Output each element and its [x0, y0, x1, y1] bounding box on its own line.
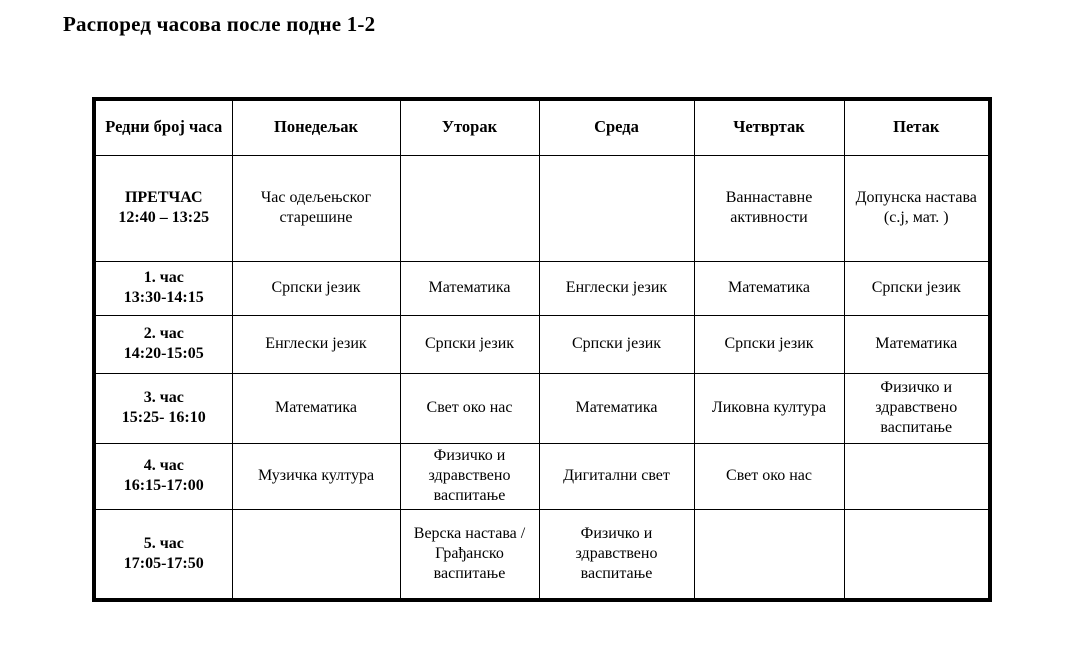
page-title: Распоред часова после подне 1-2 [63, 12, 376, 36]
cell-monday: Математика [232, 373, 400, 443]
period-label: 3. час [143, 389, 184, 406]
row-class-1 [94, 261, 990, 315]
header-tuesday: Уторак [400, 99, 539, 155]
period-label: 4. час [143, 457, 184, 474]
header-row [94, 99, 990, 155]
cell-friday: Српски језик [844, 261, 990, 315]
period-cell [94, 155, 232, 261]
header-wednesday: Среда [539, 99, 694, 155]
period-time: 16:15-17:00 [123, 477, 204, 494]
row-class-5 [94, 509, 990, 600]
cell-thursday: Математика [694, 261, 844, 315]
cell-tuesday: Физичко и здравствено васпитање [400, 443, 539, 509]
period-time: 14:20-15:05 [123, 345, 204, 362]
cell-wednesday: Математика [539, 373, 694, 443]
period-time: 13:30-14:15 [123, 289, 204, 306]
cell-monday: Српски језик [232, 261, 400, 315]
period-label: 2. час [143, 325, 184, 342]
period-cell [94, 509, 232, 600]
period-time: 12:40 – 13:25 [118, 209, 210, 226]
period-cell [94, 373, 232, 443]
period-cell [94, 443, 232, 509]
cell-thursday: Српски језик [694, 315, 844, 373]
period-cell [94, 315, 232, 373]
cell-thursday: Ликовна култура [694, 373, 844, 443]
row-class-4 [94, 443, 990, 509]
cell-thursday: Свет око нас [694, 443, 844, 509]
period-label: 5. час [143, 534, 184, 552]
cell-monday [232, 509, 400, 600]
period-time: 15:25- 16:10 [121, 409, 206, 426]
header-monday: Понедељак [232, 99, 400, 155]
cell-thursday: Ваннаставне активности [694, 155, 844, 261]
schedule-table [92, 97, 992, 602]
period-time: 17:05-17:50 [123, 554, 204, 572]
cell-monday: Музичка култура [232, 443, 400, 509]
cell-wednesday [539, 155, 694, 261]
cell-tuesday [400, 155, 539, 261]
header-friday: Петак [844, 99, 990, 155]
cell-friday: Математика [844, 315, 990, 373]
row-pretcas [94, 155, 990, 261]
cell-friday: Допунска настава (с.ј, мат. ) [844, 155, 990, 261]
cell-wednesday: Физичко и здравствено васпитање [539, 509, 694, 600]
cell-tuesday: Верска настава / Грађанско васпитање [400, 509, 539, 600]
cell-wednesday: Енглески језик [539, 261, 694, 315]
cell-friday [844, 509, 990, 600]
row-class-2 [94, 315, 990, 373]
period-cell [94, 261, 232, 315]
period-label: 1. час [143, 269, 184, 286]
cell-friday: Физичко и здравствено васпитање [844, 373, 990, 443]
cell-tuesday: Математика [400, 261, 539, 315]
cell-tuesday: Свет око нас [400, 373, 539, 443]
cell-tuesday: Српски језик [400, 315, 539, 373]
cell-monday: Енглески језик [232, 315, 400, 373]
cell-wednesday: Српски језик [539, 315, 694, 373]
cell-monday: Час одељењског старешине [232, 155, 400, 261]
cell-friday [844, 443, 990, 509]
cell-thursday [694, 509, 844, 600]
header-thursday: Четвртак [694, 99, 844, 155]
period-label: ПРЕТЧАС [124, 189, 203, 206]
cell-wednesday: Дигитални свет [539, 443, 694, 509]
row-class-3 [94, 373, 990, 443]
header-period-number: Редни број часа [94, 99, 232, 155]
